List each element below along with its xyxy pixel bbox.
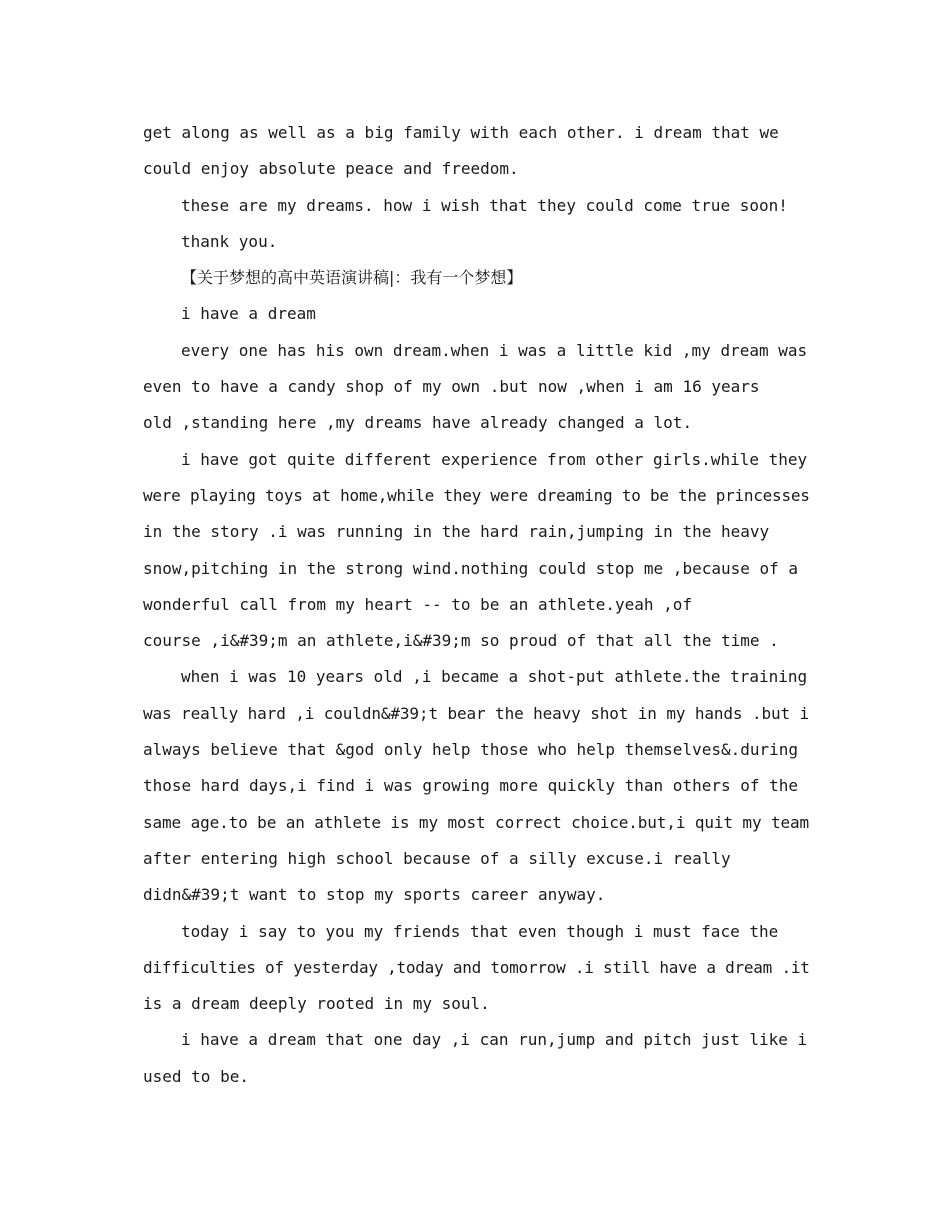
text-line: i have a dream [181, 304, 316, 324]
text-line: wonderful call from my heart -- to be an athlete.yeah ,of [143, 594, 693, 614]
text-line: was really hard ,i couldn&#39;t bear the heavy shot in my hands .but i [143, 703, 810, 723]
text-line: could enjoy absolute peace and freedom. [143, 159, 519, 179]
text-line: same age.to be an athlete is my most correct choice.but,i quit my team [143, 812, 810, 832]
section-heading: 【关于梦想的高中英语演讲稿|：我有一个梦想】 [181, 268, 523, 288]
text-line: after entering high school because of a silly excuse.i really [143, 848, 731, 868]
text-line: i have a dream that one day ,i can run,jump and pitch just like i [181, 1030, 808, 1050]
text-line: were playing toys at home,while they were dreaming to be the princesses [143, 485, 810, 505]
text-line: every one has his own dream.when i was a little kid ,my dream was [181, 340, 808, 360]
text-line: today i say to you my friends that even though i must face the [181, 921, 779, 941]
text-line: when i was 10 years old ,i became a shot-put athlete.the training [181, 667, 808, 687]
text-line: course ,i&#39;m an athlete,i&#39;m so proud of that all the time . [143, 631, 779, 651]
text-line: these are my dreams. how i wish that they could come true soon! [181, 195, 788, 215]
text-line: used to be. [143, 1066, 249, 1086]
text-line: in the story .i was running in the hard rain,jumping in the heavy [143, 522, 770, 542]
text-line: get along as well as a big family with each other. i dream that we [143, 123, 779, 142]
text-line: is a dream deeply rooted in my soul. [143, 994, 490, 1014]
body-text [143, 115, 808, 1095]
text-line: those hard days,i find i was growing more quickly than others of the [143, 776, 799, 796]
text-line: snow,pitching in the strong wind.nothing could stop me ,because of a [143, 558, 799, 578]
text-line: always believe that &god only help those who help themselves&.during [143, 740, 799, 760]
text-line: old ,standing here ,my dreams have already changed a lot. [143, 413, 693, 433]
text-line: thank you. [181, 231, 278, 251]
text-line: even to have a candy shop of my own .but now ,when i am 16 years [143, 377, 760, 397]
text-line: difficulties of yesterday ,today and tomorrow .i still have a dream .it [143, 957, 810, 977]
text-line: i have got quite different experience from other girls.while they [181, 449, 808, 469]
text-line: didn&#39;t want to stop my sports career anyway. [143, 885, 606, 905]
